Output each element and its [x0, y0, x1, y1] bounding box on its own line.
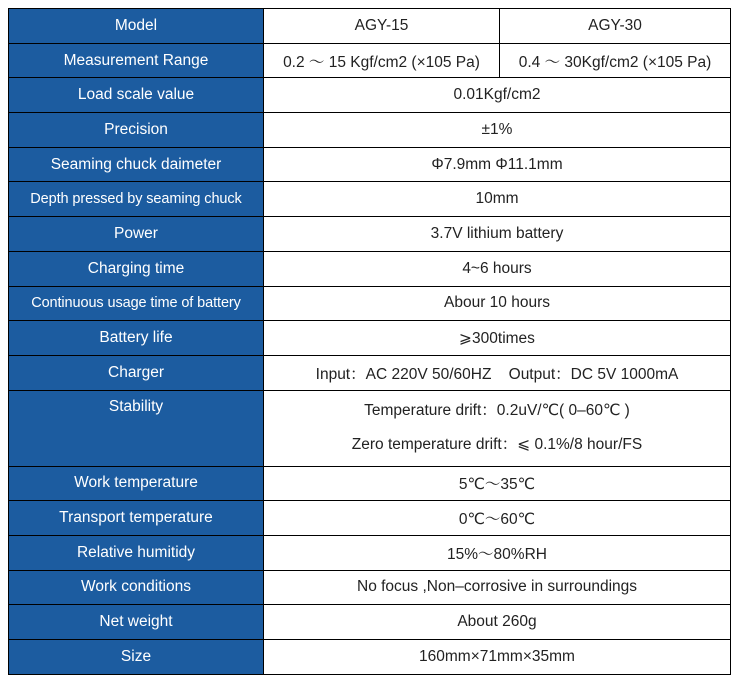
row-work-conditions	[9, 570, 731, 605]
row-value: ⩾300times	[264, 321, 731, 356]
row-label: Work conditions	[9, 570, 264, 605]
row-label: Transport temperature	[9, 501, 264, 536]
row-value: 5℃～35℃	[264, 466, 731, 501]
row-label: Charger	[9, 355, 264, 390]
model-agy-15: AGY-15	[264, 9, 500, 44]
row-label: Battery life	[9, 321, 264, 356]
row-net-weight	[9, 605, 731, 640]
row-model	[9, 9, 731, 44]
row-work-temperature	[9, 466, 731, 501]
row-label: Power	[9, 217, 264, 252]
row-label: Load scale value	[9, 78, 264, 113]
row-label: Relative humitidy	[9, 535, 264, 570]
row-label: Charging time	[9, 251, 264, 286]
row-label: Stability	[9, 390, 264, 466]
row-label: Precision	[9, 113, 264, 148]
label-measurement-range: Measurement Range	[9, 43, 264, 78]
row-value: Φ7.9mm Φ11.1mm	[264, 147, 731, 182]
row-precision	[9, 113, 731, 148]
row-chuck-diameter	[9, 147, 731, 182]
row-size	[9, 640, 731, 675]
row-value: 0℃～60℃	[264, 501, 731, 536]
row-value: ±1%	[264, 113, 731, 148]
row-transport-temperature	[9, 501, 731, 536]
row-label: Net weight	[9, 605, 264, 640]
row-label: Continuous usage time of battery	[9, 286, 264, 321]
row-depth	[9, 182, 731, 217]
row-measurement-range	[9, 43, 731, 78]
spec-table	[8, 8, 731, 675]
row-value: No focus ,Non–corrosive in surroundings	[264, 570, 731, 605]
row-value: Abour 10 hours	[264, 286, 731, 321]
row-label: Size	[9, 640, 264, 675]
row-value: 10mm	[264, 182, 731, 217]
row-usage-time	[9, 286, 731, 321]
row-value: About 260g	[264, 605, 731, 640]
row-power	[9, 217, 731, 252]
row-charger	[9, 355, 731, 390]
row-charging-time	[9, 251, 731, 286]
row-value: Input：AC 220V 50/60HZ Output：DC 5V 1000mA	[264, 355, 731, 390]
zero-temperature-drift: Zero temperature drift：⩽ 0.1%/8 hour/FS	[351, 436, 643, 454]
row-value: 15%～80%RH	[264, 535, 731, 570]
row-value: 160mm×71mm×35mm	[264, 640, 731, 675]
row-load-scale	[9, 78, 731, 113]
label-model: Model	[9, 9, 264, 44]
model-agy-30: AGY-30	[500, 9, 731, 44]
row-value: 0.01Kgf/cm2	[264, 78, 731, 113]
range-agy-30: 0.4 ～ 30Kgf/cm2 (×105 Pa)	[500, 43, 731, 78]
stability-values	[264, 390, 731, 466]
row-stability	[9, 390, 731, 466]
row-label: Work temperature	[9, 466, 264, 501]
temperature-drift: Temperature drift：0.2uV/℃( 0–60℃ )	[364, 402, 630, 420]
row-label: Seaming chuck daimeter	[9, 147, 264, 182]
range-agy-15: 0.2 ～ 15 Kgf/cm2 (×105 Pa)	[264, 43, 500, 78]
row-value: 4~6 hours	[264, 251, 731, 286]
row-value: 3.7V lithium battery	[264, 217, 731, 252]
row-relative-humidity	[9, 535, 731, 570]
row-battery-life	[9, 321, 731, 356]
row-label: Depth pressed by seaming chuck	[9, 182, 264, 217]
